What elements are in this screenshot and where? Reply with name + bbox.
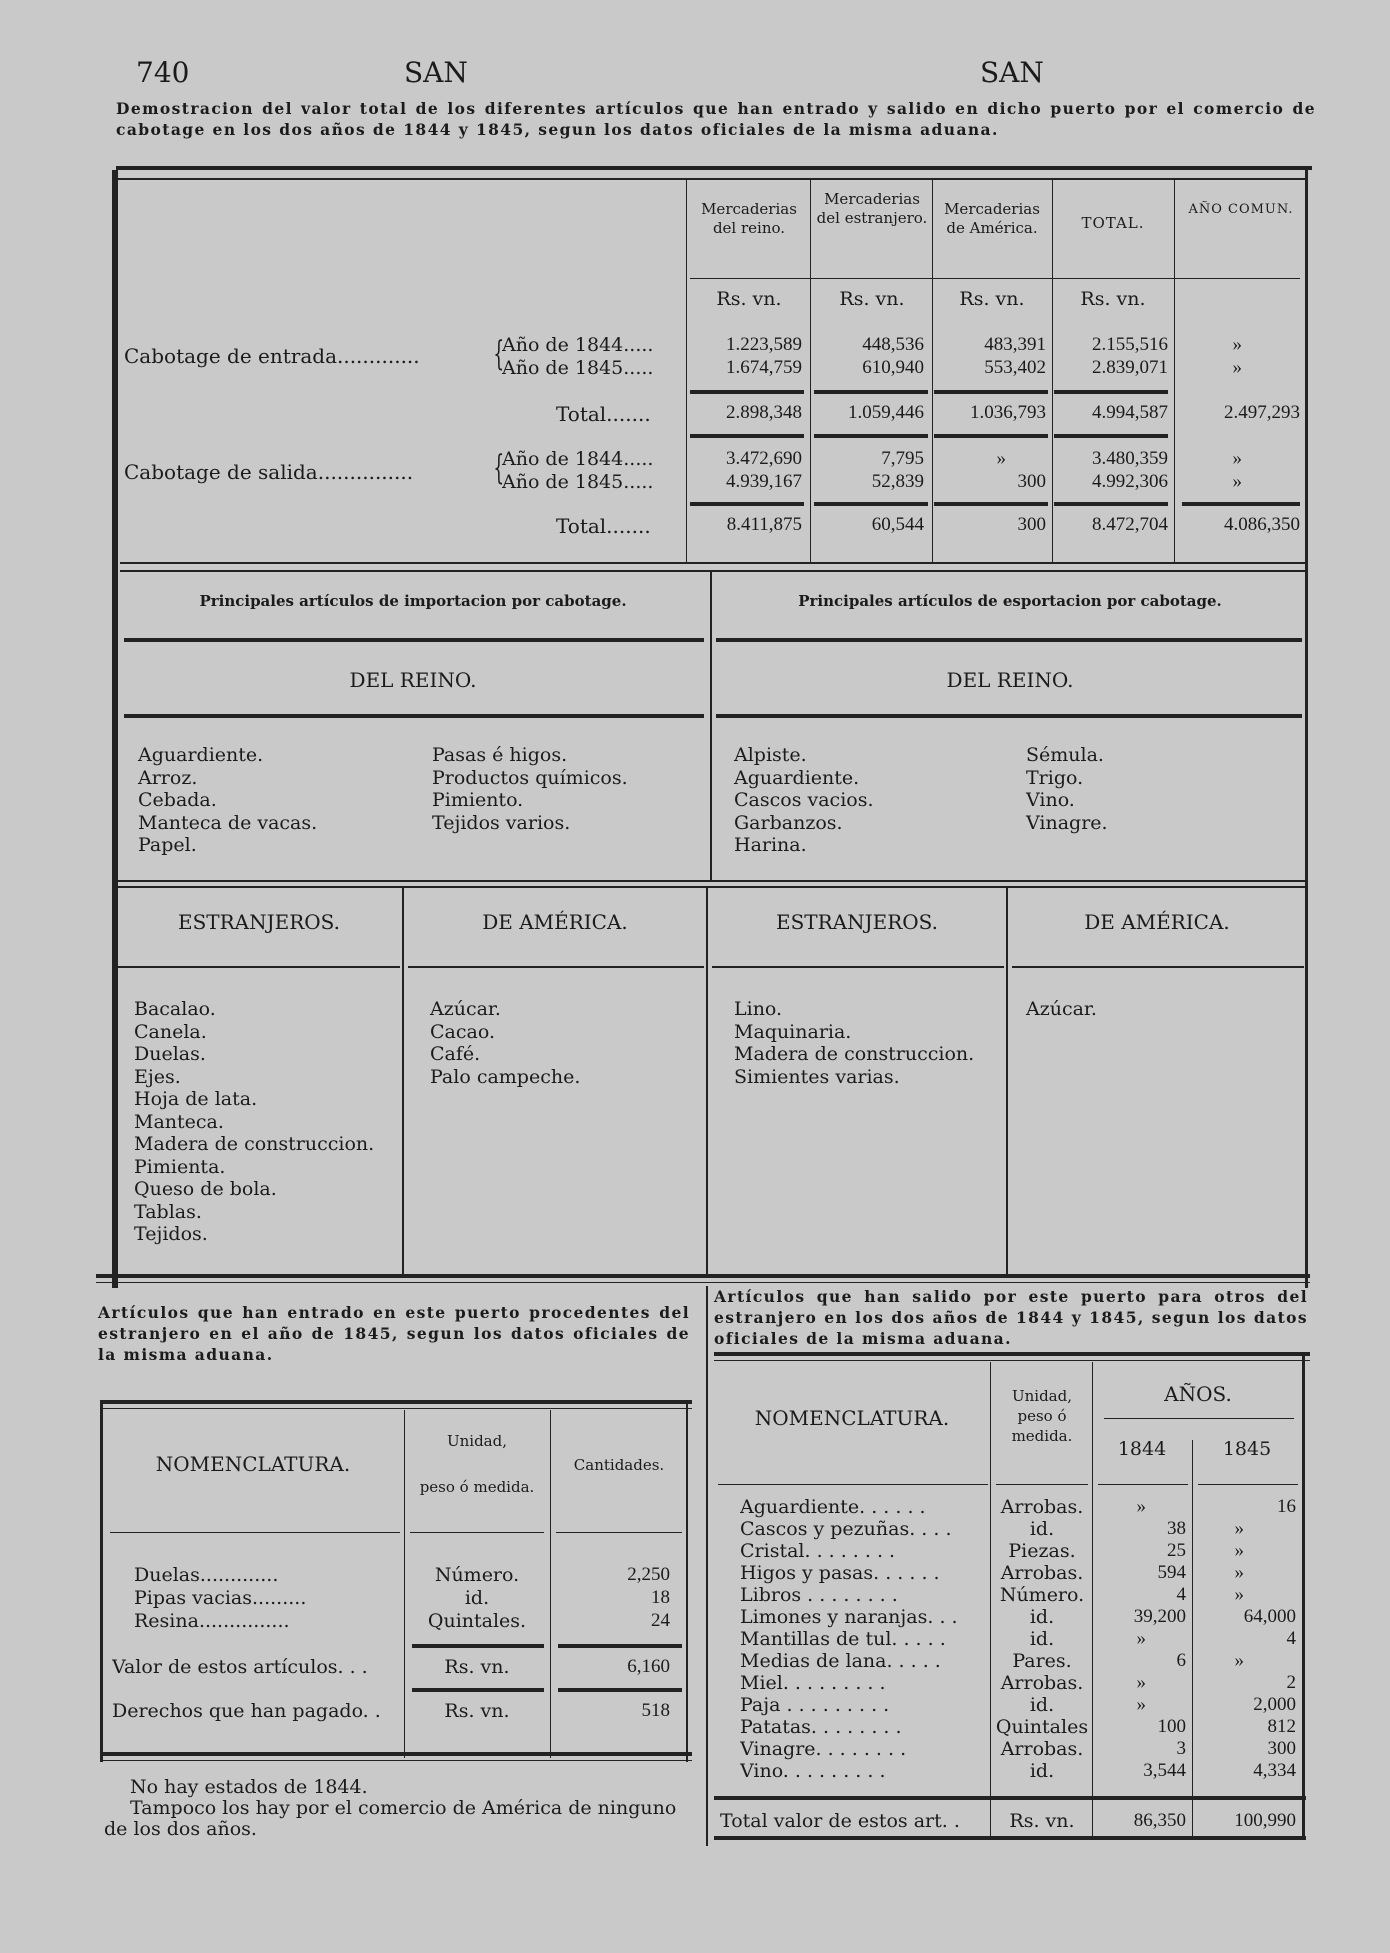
salida-1844-comun: »: [1232, 448, 1242, 469]
right-row-1845: 64,000: [1243, 1606, 1296, 1627]
salida-total-label: Total.......: [556, 514, 651, 538]
list-item: Cacao.: [430, 1020, 495, 1043]
list-item: Productos químicos.: [432, 766, 628, 789]
right-row-name: Aguardiente. . . . . .: [740, 1496, 926, 1518]
right-row-unit: Arrobas.: [1000, 1672, 1084, 1694]
right-row-name: Vinagre. . . . . . . .: [740, 1738, 907, 1760]
right-row-1845: 2: [1286, 1672, 1296, 1693]
right-row-name: Limones y naranjas. . .: [740, 1606, 958, 1628]
right-row-1844: 25: [1167, 1540, 1186, 1561]
running-head-left: SAN: [404, 56, 468, 89]
left-derechos-unit: Rs. vn.: [444, 1700, 510, 1722]
header-total: TOTAL.: [1081, 214, 1145, 232]
header-america: Mercaderias de América.: [944, 200, 1040, 237]
entrada-1844-reino: 1.223,589: [726, 334, 802, 355]
right-h-anos: AÑOS.: [1164, 1382, 1232, 1406]
import-reino-list-2: [432, 744, 628, 834]
export-america-heading: DE AMÉRICA.: [1084, 910, 1230, 934]
right-row-1845: 2,000: [1253, 1694, 1296, 1715]
right-caption: Artículos que han salido por este puerto para otros del estranjero en los dos años de 1844 y 1845, segun los datos oficiales de la misma aduana.: [714, 1287, 1308, 1348]
right-row-unit: id.: [1029, 1518, 1055, 1540]
salida-label: Cabotage de salida...............: [124, 460, 414, 484]
export-reino-list-1: [734, 744, 874, 857]
right-row-1844: 6: [1176, 1650, 1186, 1671]
salida-1844-total: 3.480,359: [1092, 448, 1168, 469]
right-row-unit: id.: [1029, 1760, 1055, 1782]
right-row-name: Patatas. . . . . . . .: [740, 1716, 902, 1738]
right-total-1844: 86,350: [1133, 1810, 1186, 1831]
salida-1845-estranjero: 52,839: [871, 471, 924, 492]
left-h-nomenclatura: NOMENCLATURA.: [155, 1452, 351, 1476]
right-row-unit: Número.: [999, 1584, 1085, 1606]
unit-reino: Rs. vn.: [716, 288, 782, 310]
entrada-total-label: Total.......: [556, 402, 651, 426]
list-item: Arroz.: [138, 766, 198, 789]
export-estranjeros-heading: ESTRANJEROS.: [775, 910, 939, 934]
list-item: Pasas é higos.: [432, 744, 568, 766]
list-item: Sémula.: [1026, 744, 1104, 766]
list-item: Palo campeche.: [430, 1065, 581, 1088]
header-reino: Mercaderias del reino.: [701, 200, 797, 237]
list-item: Manteca de vacas.: [138, 811, 318, 834]
right-h-unidad: Unidad, peso ó medida.: [1011, 1387, 1073, 1445]
list-item: Hoja de lata.: [134, 1088, 258, 1110]
salida-total-total: 8.472,704: [1092, 514, 1168, 535]
right-row-unit: Arrobas.: [1000, 1496, 1084, 1518]
list-item: Lino.: [734, 998, 783, 1020]
right-row-1844: 39,200: [1133, 1606, 1186, 1627]
entrada-year-1845: Año de 1845.....: [502, 357, 654, 379]
left-row-unit: Número.: [434, 1564, 520, 1586]
list-item: Aguardiente.: [138, 744, 264, 766]
list-item: Bacalao.: [134, 998, 216, 1020]
unit-estranjero: Rs. vn.: [839, 288, 905, 310]
salida-1844-america: »: [996, 448, 1006, 469]
list-item: Vinagre.: [1026, 811, 1108, 834]
left-row-name: Duelas.............: [134, 1564, 279, 1586]
entrada-total-estranjero: 1.059,446: [848, 402, 924, 423]
left-valor-label: Valor de estos artículos. . .: [112, 1656, 368, 1678]
top-caption: Demostracion del valor total de los diferentes artículos que han entrado y salido en dicho puerto por el comercio de cabotage en los dos años de 1844 y 1845, segun los datos oficiales de la misma aduana.: [116, 99, 1316, 139]
right-row-1845: 16: [1277, 1496, 1296, 1517]
page-number: 740: [136, 56, 190, 89]
left-row-qty: 24: [651, 1610, 670, 1631]
list-item: Tablas.: [134, 1200, 202, 1223]
salida-brace: {: [493, 448, 505, 488]
right-row-1845: 300: [1267, 1738, 1296, 1759]
list-item: Tejidos.: [134, 1223, 208, 1245]
list-item: Azúcar.: [1026, 998, 1097, 1020]
export-del-reino: DEL REINO.: [946, 668, 1074, 692]
salida-year-1844: Año de 1844.....: [502, 448, 654, 470]
salida-year-1845: Año de 1845.....: [502, 471, 654, 493]
entrada-brace: {: [493, 334, 505, 374]
right-row-unit: id.: [1029, 1694, 1055, 1716]
import-del-reino: DEL REINO.: [349, 668, 477, 692]
left-row-unit: id.: [464, 1587, 490, 1609]
list-item: Garbanzos.: [734, 811, 843, 834]
right-row-1845: 4: [1286, 1628, 1296, 1649]
left-caption: Artículos que han entrado en este puerto procedentes del estranjero en el año de 1845, segun los datos oficiales de la misma aduana.: [98, 1303, 690, 1364]
right-row-name: Vino. . . . . . . . .: [740, 1760, 886, 1782]
left-derechos-label: Derechos que han pagado. .: [112, 1700, 381, 1722]
import-estranjeros-list: [134, 998, 374, 1246]
right-row-unit: Pares.: [1012, 1650, 1072, 1672]
list-item: Pimienta.: [134, 1155, 226, 1178]
salida-total-reino: 8.411,875: [726, 514, 802, 535]
left-note-2: Tampoco los hay por el comercio de América de ninguno de los dos años.: [104, 1797, 677, 1840]
left-row-qty: 2,250: [627, 1564, 670, 1585]
header-estranjero: Mercaderias del estranjero.: [816, 190, 928, 227]
list-item: Cascos vacios.: [734, 789, 874, 811]
right-row-1845: 812: [1267, 1716, 1296, 1737]
list-item: Aguardiente.: [734, 766, 860, 789]
right-total-label: Total valor de estos art. .: [720, 1810, 960, 1832]
entrada-1844-comun: »: [1232, 334, 1242, 355]
export-reino-list-2: [1026, 744, 1108, 834]
salida-1845-comun: »: [1232, 471, 1242, 492]
right-row-unit: Arrobas.: [1000, 1738, 1084, 1760]
export-america-list: [1026, 998, 1097, 1021]
list-item: Simientes varias.: [734, 1065, 900, 1088]
salida-total-estranjero: 60,544: [871, 514, 924, 535]
list-item: Tejidos varios.: [432, 811, 571, 834]
right-row-1844: »: [1136, 1496, 1146, 1517]
right-row-1844: 100: [1157, 1716, 1186, 1737]
header-ano-comun: AÑO COMUN.: [1188, 202, 1294, 217]
salida-1845-total: 4.992,306: [1092, 471, 1168, 492]
right-row-1844: 38: [1167, 1518, 1186, 1539]
right-row-unit: Arrobas.: [1000, 1562, 1084, 1584]
right-row-unit: id.: [1029, 1628, 1055, 1650]
entrada-total-reino: 2.898,348: [726, 402, 802, 423]
salida-1845-reino: 4.939,167: [726, 471, 802, 492]
left-h-unidad: Unidad,: [446, 1432, 507, 1450]
left-row-unit: Quintales.: [427, 1610, 527, 1632]
list-item: Madera de construccion.: [134, 1133, 375, 1155]
salida-total-america: 300: [1017, 514, 1046, 535]
salida-1845-america: 300: [1017, 471, 1046, 492]
right-row-1844: 3: [1176, 1738, 1186, 1759]
list-item: Trigo.: [1026, 766, 1084, 789]
right-h-nomenclatura: NOMENCLATURA.: [754, 1406, 950, 1430]
list-item: Alpiste.: [734, 744, 807, 766]
left-valor-qty: 6,160: [627, 1656, 670, 1677]
list-item: Harina.: [734, 834, 807, 856]
left-h-unidad2: peso ó medida.: [419, 1478, 535, 1496]
right-row-1845: 4,334: [1253, 1760, 1296, 1781]
list-item: Maquinaria.: [734, 1020, 852, 1043]
right-row-name: Miel. . . . . . . . .: [740, 1672, 886, 1694]
entrada-1845-comun: »: [1232, 357, 1242, 378]
right-row-1844: 4: [1176, 1584, 1186, 1605]
export-estranjeros-list: [734, 998, 974, 1088]
right-row-name: Mantillas de tul. . . . .: [740, 1628, 946, 1650]
unit-america: Rs. vn.: [959, 288, 1025, 310]
right-row-1845: »: [1234, 1562, 1244, 1583]
entrada-1845-estranjero: 610,940: [862, 357, 924, 378]
left-row-name: Pipas vacias.........: [134, 1587, 307, 1609]
right-h-1844: 1844: [1117, 1438, 1167, 1460]
import-estranjeros-heading: ESTRANJEROS.: [177, 910, 341, 934]
right-row-name: Higos y pasas. . . . . .: [740, 1562, 940, 1584]
right-row-1844: »: [1136, 1672, 1146, 1693]
entrada-1845-reino: 1.674,759: [726, 357, 802, 378]
right-row-1845: »: [1234, 1650, 1244, 1671]
running-head-right: SAN: [980, 56, 1044, 89]
right-row-name: Cristal. . . . . . . .: [740, 1540, 896, 1562]
left-row-name: Resina...............: [134, 1610, 290, 1632]
list-item: Café.: [430, 1043, 481, 1065]
right-row-1845: »: [1234, 1540, 1244, 1561]
right-row-name: Libros . . . . . . . .: [740, 1584, 898, 1606]
entrada-1844-total: 2.155,516: [1092, 334, 1168, 355]
list-item: Queso de bola.: [134, 1178, 277, 1200]
entrada-1844-estranjero: 448,536: [862, 334, 924, 355]
left-note-1: No hay estados de 1844.: [130, 1776, 368, 1798]
salida-1844-reino: 3.472,690: [726, 448, 802, 469]
list-item: Duelas.: [134, 1043, 206, 1065]
right-row-1845: »: [1234, 1584, 1244, 1605]
salida-total-comun: 4.086,350: [1224, 514, 1300, 535]
right-row-1845: »: [1234, 1518, 1244, 1539]
entrada-1845-total: 2.839,071: [1092, 357, 1168, 378]
right-total-1845: 100,990: [1234, 1810, 1296, 1831]
entrada-label: Cabotage de entrada.............: [124, 344, 420, 368]
right-row-name: Cascos y pezuñas. . . .: [740, 1518, 952, 1540]
left-h-cantidades: Cantidades.: [573, 1456, 665, 1474]
entrada-total-america: 1.036,793: [970, 402, 1046, 423]
list-item: Ejes.: [134, 1065, 181, 1088]
list-item: Azúcar.: [430, 998, 501, 1020]
import-america-heading: DE AMÉRICA.: [482, 910, 628, 934]
entrada-1845-america: 553,402: [984, 357, 1046, 378]
right-row-1844: 3,544: [1143, 1760, 1186, 1781]
right-row-name: Paja . . . . . . . . .: [740, 1694, 890, 1716]
salida-1844-estranjero: 7,795: [881, 448, 924, 469]
entrada-total-total: 4.994,587: [1092, 402, 1168, 423]
right-row-name: Medias de lana. . . . .: [740, 1650, 941, 1672]
list-item: Manteca.: [134, 1110, 224, 1133]
entrada-year-1844: Año de 1844.....: [502, 334, 654, 356]
list-item: Vino.: [1026, 789, 1075, 811]
right-row-unit: Quintales: [995, 1716, 1089, 1738]
right-row-1844: 594: [1157, 1562, 1186, 1583]
list-item: Madera de construccion.: [734, 1043, 975, 1065]
left-valor-unit: Rs. vn.: [444, 1656, 510, 1678]
list-item: Papel.: [138, 834, 197, 856]
right-row-1844: »: [1136, 1628, 1146, 1649]
list-item: Cebada.: [138, 789, 217, 811]
right-row-unit: Piezas.: [1008, 1540, 1076, 1562]
import-reino-list-1: [138, 744, 317, 857]
list-item: Pimiento.: [432, 789, 524, 811]
entrada-1844-america: 483,391: [984, 334, 1046, 355]
export-title: Principales artículos de esportacion por cabotage.: [798, 592, 1222, 610]
right-h-1845: 1845: [1222, 1438, 1272, 1460]
entrada-total-comun: 2.497,293: [1224, 402, 1300, 423]
unit-total: Rs. vn.: [1080, 288, 1146, 310]
left-row-qty: 18: [651, 1587, 670, 1608]
import-america-list: [430, 998, 580, 1088]
right-row-unit: id.: [1029, 1606, 1055, 1628]
list-item: Canela.: [134, 1020, 207, 1043]
right-total-unit: Rs. vn.: [1009, 1810, 1075, 1832]
left-derechos-qty: 518: [641, 1700, 670, 1721]
right-row-1844: »: [1136, 1694, 1146, 1715]
import-title: Principales artículos de importacion por cabotage.: [199, 592, 627, 610]
